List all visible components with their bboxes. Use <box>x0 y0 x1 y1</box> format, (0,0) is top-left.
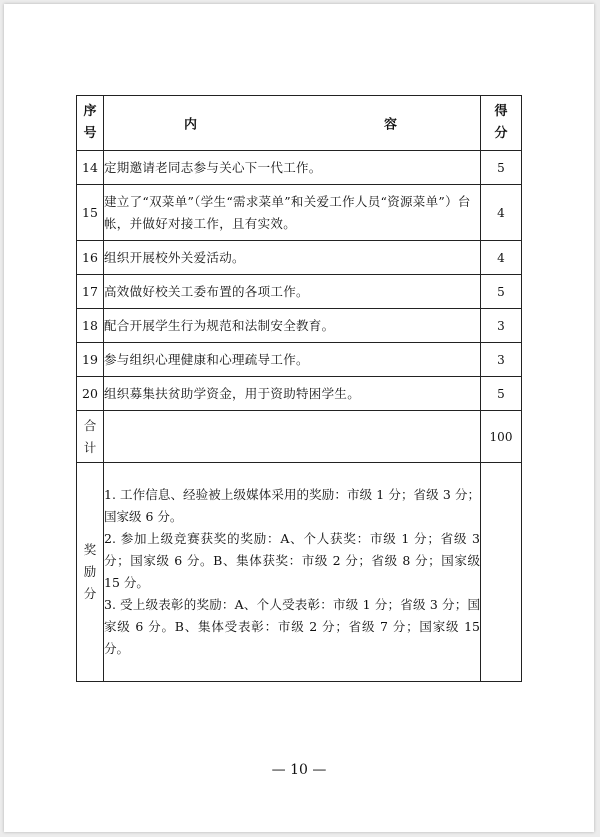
page-number: — 10 — <box>271 762 327 778</box>
total-row <box>77 411 522 463</box>
row-score: 3 <box>481 309 522 343</box>
row-score: 5 <box>481 151 522 185</box>
row-content: 参与组织心理健康和心理疏导工作。 <box>104 343 481 377</box>
row-score: 4 <box>481 185 522 241</box>
table-row <box>77 343 522 377</box>
row-num: 18 <box>77 309 104 343</box>
bonus-item: 2. 参加上级竞赛获奖的奖励：A、个人获奖：市级 1 分；省级 3 分；国家级 6 分。B、集体获奖：市级 2 分；省级 8 分；国家级 15 分。 <box>104 531 480 590</box>
row-content: 配合开展学生行为规范和法制安全教育。 <box>104 309 481 343</box>
row-score: 5 <box>481 275 522 309</box>
table-row <box>77 309 522 343</box>
row-num: 17 <box>77 275 104 309</box>
header-content-left: 内 <box>184 117 198 133</box>
row-content: 组织开展校外关爱活动。 <box>104 241 481 275</box>
total-label: 合 计 <box>77 411 104 463</box>
document-page <box>4 4 594 832</box>
row-num: 15 <box>77 185 104 241</box>
header-content <box>104 96 481 151</box>
table-row <box>77 185 522 241</box>
row-content: 组织募集扶贫助学资金，用于资助特困学生。 <box>104 377 481 411</box>
row-content: 定期邀请老同志参与关心下一代工作。 <box>104 151 481 185</box>
row-content: 高效做好校关工委布置的各项工作。 <box>104 275 481 309</box>
row-score: 5 <box>481 377 522 411</box>
total-content <box>104 411 481 463</box>
row-num: 16 <box>77 241 104 275</box>
bonus-row <box>77 463 522 682</box>
row-content: 建立了“双菜单”（学生“需求菜单”和关爱工作人员“资源菜单”）台帐，并做好对接工作，且有实效。 <box>104 185 481 241</box>
bonus-item: 3. 受上级表彰的奖励：A、个人受表彰：市级 1 分；省级 3 分；国家级 6 分。B、集体受表彰：市级 2 分；省级 7 分；国家级 15 分。 <box>104 597 480 656</box>
table-row <box>77 151 522 185</box>
row-num: 14 <box>77 151 104 185</box>
bonus-item: 1. 工作信息、经验被上级媒体采用的奖励：市级 1 分；省级 3 分；国家级 6 分。 <box>104 487 480 524</box>
row-num: 19 <box>77 343 104 377</box>
score-table <box>76 95 522 682</box>
header-content-right: 容 <box>384 117 398 133</box>
header-score: 得 分 <box>481 96 522 151</box>
table-row <box>77 377 522 411</box>
row-num: 20 <box>77 377 104 411</box>
bonus-score <box>481 463 522 682</box>
total-score: 100 <box>481 411 522 463</box>
row-score: 3 <box>481 343 522 377</box>
header-num: 序 号 <box>77 96 104 151</box>
bonus-label: 奖 励 分 <box>77 463 104 682</box>
table-header-row <box>77 96 522 151</box>
bonus-content <box>104 463 481 682</box>
table-row <box>77 241 522 275</box>
row-score: 4 <box>481 241 522 275</box>
table-row <box>77 275 522 309</box>
